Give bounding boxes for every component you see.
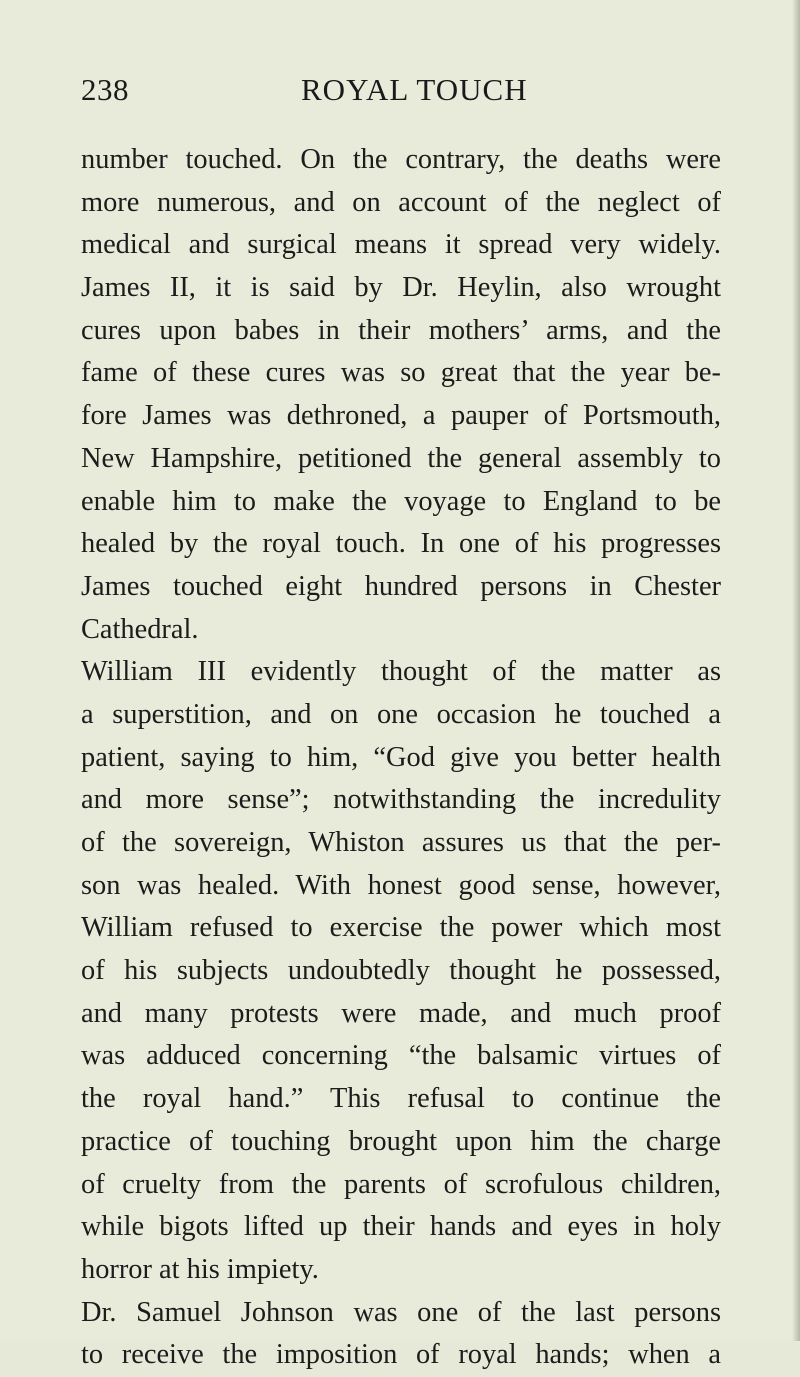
text-line: and more sense”; notwithstanding the incredulity bbox=[81, 784, 721, 816]
text-line: patient, saying to him, “God give you better health bbox=[81, 741, 721, 773]
text-line: practice of touching brought upon him the charge bbox=[81, 1125, 721, 1157]
text-line: and many protests were made, and much proof bbox=[81, 997, 721, 1029]
text-line: William III evidently thought of the matter as bbox=[81, 656, 721, 688]
page-number: 238 bbox=[81, 72, 129, 107]
page-edge-shadow bbox=[792, 0, 800, 1341]
text-line: while bigots lifted up their hands and eyes in holy bbox=[81, 1211, 721, 1243]
body-text bbox=[81, 139, 721, 1377]
text-line: to receive the imposition of royal hands; when a bbox=[81, 1339, 721, 1371]
text-line: of the sovereign, Whiston assures us that the per- bbox=[81, 827, 721, 858]
text-line: of cruelty from the parents of scrofulous children, bbox=[81, 1168, 721, 1200]
text-line: was adduced concerning “the balsamic virtues of bbox=[81, 1040, 721, 1072]
text-line: William refused to exercise the power which most bbox=[81, 912, 721, 944]
text-line: cures upon babes in their mothers’ arms, and the bbox=[81, 314, 721, 346]
text-line: healed by the royal touch. In one of his progresses bbox=[81, 528, 721, 560]
text-line: Dr. Samuel Johnson was one of the last persons bbox=[81, 1296, 721, 1328]
text-line: New Hampshire, petitioned the general assembly to bbox=[81, 442, 721, 474]
text-line: the royal hand.” This refusal to continue the bbox=[81, 1083, 721, 1115]
text-line: fame of these cures was so great that the year be- bbox=[81, 357, 721, 389]
text-line: number touched. On the contrary, the deaths were bbox=[81, 144, 721, 175]
text-line: James II, it is said by Dr. Heylin, also wrought bbox=[81, 272, 721, 304]
text-line: enable him to make the voyage to England to be bbox=[81, 485, 721, 517]
text-line: James touched eight hundred persons in Chester bbox=[81, 570, 721, 602]
text-line: son was healed. With honest good sense, however, bbox=[81, 869, 721, 901]
running-head: ROYAL TOUCH bbox=[301, 72, 528, 107]
text-line: of his subjects undoubtedly thought he possessed, bbox=[81, 955, 721, 987]
page-header bbox=[81, 72, 721, 122]
text-line: more numerous, and on account of the neglect of bbox=[81, 186, 721, 218]
text-line: medical and surgical means it spread very widely. bbox=[81, 229, 721, 261]
text-line: Cathedral. bbox=[81, 613, 199, 645]
text-line: horror at his impiety. bbox=[81, 1253, 319, 1285]
text-line: fore James was dethroned, a pauper of Portsmouth, bbox=[81, 400, 721, 432]
text-line: a superstition, and on one occasion he touched a bbox=[81, 698, 721, 730]
